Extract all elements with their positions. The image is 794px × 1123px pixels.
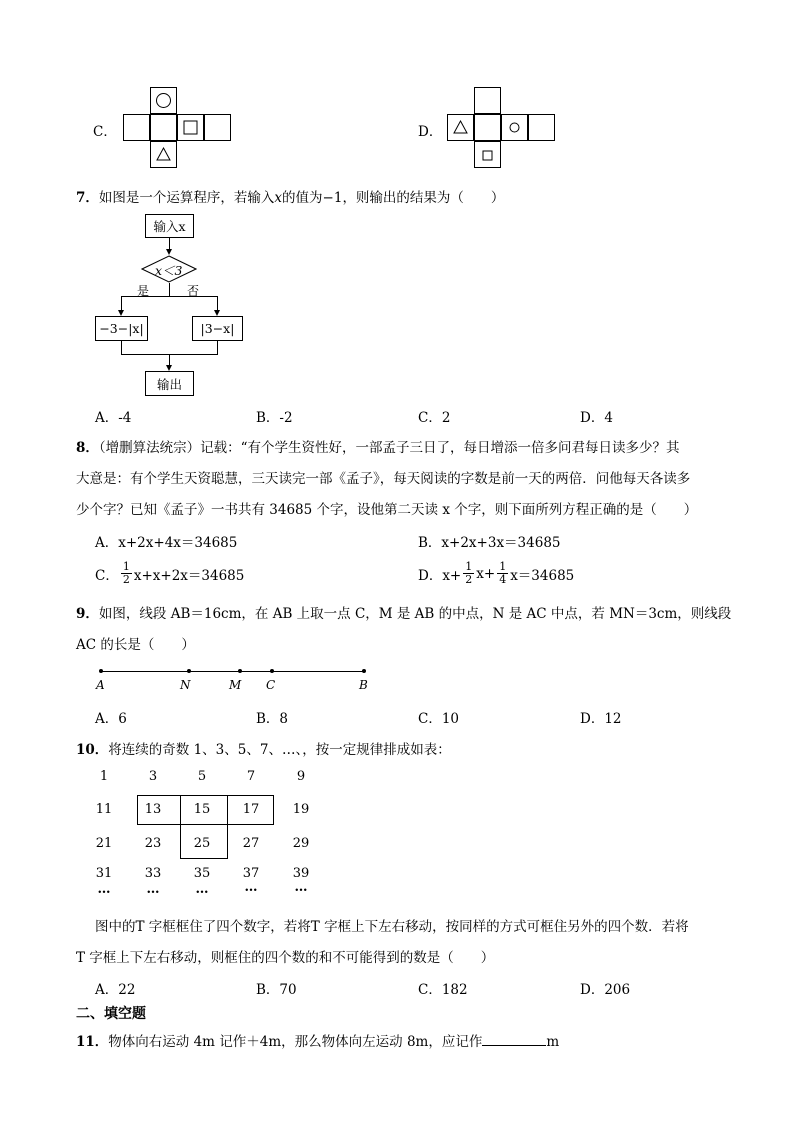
q8-line2: 大意是：有个学生天资聪慧，三天读完一部《孟子》，每天阅读的字数是前一天的两倍．问他每天各读多: [76, 471, 691, 487]
q7-variable: x: [274, 190, 283, 206]
q6-option-c-letter: C．: [93, 124, 117, 140]
q9-option-a: A．6: [95, 711, 127, 727]
q9-number: 9．: [76, 606, 99, 622]
point-b: [362, 669, 366, 673]
net-cell: [501, 114, 528, 141]
q8-option-d-suffix: x＝34685: [510, 567, 575, 584]
table-cell: 5: [197, 769, 207, 784]
table-cell: 1: [99, 769, 109, 784]
flow-line: [169, 283, 170, 296]
net-cell: [528, 114, 555, 141]
segment-line: [101, 671, 365, 672]
q7-text2: 的值为: [282, 190, 323, 206]
flow-line: [121, 341, 122, 354]
circle-icon: [151, 88, 176, 113]
table-cell: 35: [193, 866, 211, 881]
q10-desc-line2: T 字框上下左右移动，则框住的四个数的和不可能得到的数是（ ）: [76, 950, 495, 966]
point-c: [270, 669, 274, 673]
q7-number: 7．: [76, 190, 99, 206]
frac-num: 1: [499, 560, 507, 573]
table-cell: 27: [242, 836, 260, 851]
q7-text3: ，则输出的结果为（ ）: [342, 190, 505, 206]
section-title: 二、填空题: [76, 1006, 146, 1022]
net-cell: [150, 114, 177, 141]
q11-text: 物体向右运动 4m 记作＋4m，那么物体向左运动 8m，应记作: [108, 1034, 483, 1050]
net-cell: [474, 114, 501, 141]
q8-option-d-prefix: D．x+: [418, 567, 462, 584]
point-label: M: [229, 678, 242, 692]
flow-no-label: 否: [187, 284, 200, 298]
q10-option-b: B．70: [256, 982, 297, 998]
net-cell: [123, 114, 150, 141]
triangle-icon: [151, 142, 176, 167]
net-cell: [204, 114, 231, 141]
q8-number: 8．: [76, 440, 99, 456]
q10-stem: [76, 738, 451, 758]
q10-text: 将连续的奇数 1、3、5、7、…、，按一定规律排成如表：: [108, 742, 451, 758]
q9-text-line1: 如图，线段 AB＝16cm，在 AB 上取一点 C，M 是 AB 的中点，N 是 AC 中点，若 MN＝3cm，则线段: [98, 606, 732, 622]
flow-yes-label: 是: [137, 284, 150, 298]
q8-option-c-suffix: x+x+2x＝34685: [133, 567, 245, 584]
table-cell: 9: [296, 769, 306, 784]
point-m: [238, 669, 242, 673]
circle-icon: [502, 115, 527, 140]
q8-line1: [76, 436, 680, 456]
q7-text: 如图是一个运算程序，若输入: [98, 190, 275, 206]
q6-option-d-letter: D．: [418, 124, 443, 140]
point-label: A: [96, 678, 105, 692]
q8-option-b: B．x+2x+3x＝34685: [418, 535, 561, 551]
point-label: B: [359, 678, 368, 692]
point-a: [99, 669, 103, 673]
q8-text-line1: （增删算法统宗）记载：“有个学生资性好，一部孟子三日了，每日增添一倍多问君每日读多少？其: [98, 440, 680, 456]
square-icon: [475, 142, 500, 167]
q7-stem: [76, 186, 504, 206]
q10-option-d: D．206: [580, 982, 631, 998]
answer-blank[interactable]: [482, 1033, 546, 1046]
table-cell: 11: [95, 802, 113, 817]
q10-option-a: A．22: [95, 982, 136, 998]
q9-line1: [76, 602, 731, 622]
table-cell: 15: [193, 802, 211, 817]
frac-num: 1: [122, 560, 130, 573]
table-cell: 37: [242, 866, 260, 881]
q9-option-b: B．8: [256, 711, 289, 727]
table-cell: 21: [95, 836, 113, 851]
q11-unit: m: [546, 1034, 560, 1050]
frac-num: 1: [465, 560, 473, 573]
q8-option-a: A．x+2x+4x＝34685: [95, 535, 238, 551]
q8-line3: 少个字？已知《孟子》一书共有 34685 个字，设他第二天读 x 个字，则下面所列方程正确的是（ ）: [76, 502, 698, 518]
q10-number: 10．: [76, 742, 109, 758]
flow-line: [217, 341, 218, 354]
table-cell: 29: [292, 836, 310, 851]
q8-option-d-mid: x+: [476, 565, 496, 582]
flow-left-box: −3−|x|: [95, 316, 148, 341]
flow-input-box: 输入x: [145, 214, 194, 238]
table-cell: 31: [95, 866, 113, 881]
q7-option-c: C．2: [418, 410, 451, 426]
flow-output-box: 输出: [145, 371, 194, 396]
fraction: [121, 561, 132, 586]
square-icon: [178, 115, 203, 140]
point-label: C: [266, 678, 276, 692]
frac-den: 2: [122, 573, 130, 586]
q11-number: 11．: [76, 1034, 109, 1050]
q9-option-c: C．10: [418, 711, 460, 727]
net-cell: [150, 87, 177, 114]
net-cell: [447, 114, 474, 141]
table-cell: …: [146, 882, 160, 897]
table-cell: 13: [144, 802, 162, 817]
flow-right-box: |3−x|: [192, 316, 243, 341]
table-cell: 25: [193, 836, 211, 851]
table-cell: 33: [144, 866, 162, 881]
fraction: [463, 561, 474, 586]
q8-option-c-prefix: C．: [95, 567, 119, 584]
table-cell: …: [244, 880, 258, 895]
net-cell: [474, 141, 501, 168]
flow-line: [121, 296, 122, 311]
q10-desc-line1: 图中的T 字框框住了四个数字，若将T 字框上下左右移动，按同样的方式可框住另外的四个数．若将: [95, 919, 689, 935]
q9-line2: AC 的长是（ ）: [76, 637, 195, 653]
flow-condition: x＜3: [155, 263, 183, 278]
q7-option-b: B．-2: [256, 410, 293, 426]
table-cell: 3: [148, 769, 158, 784]
flow-line: [169, 354, 170, 365]
q11-stem: [76, 1030, 559, 1050]
q7-option-a: A．-4: [95, 410, 132, 426]
net-cell: [150, 141, 177, 168]
table-cell: …: [195, 882, 209, 897]
table-cell: …: [97, 882, 111, 897]
q7-option-d: D．4: [580, 410, 613, 426]
flow-line: [217, 296, 218, 311]
q7-value: −1: [322, 190, 343, 206]
fraction: [497, 561, 508, 586]
q8-option-d: [418, 561, 574, 586]
q8-option-c: [95, 561, 244, 586]
table-cell: 17: [242, 802, 260, 817]
table-cell: 19: [292, 802, 310, 817]
net-cell: [177, 114, 204, 141]
net-cell: [474, 87, 501, 114]
frac-den: 4: [499, 573, 507, 586]
table-cell: 7: [246, 769, 256, 784]
point-n: [187, 669, 191, 673]
q10-option-c: C．182: [418, 982, 468, 998]
table-cell: 23: [144, 836, 162, 851]
q9-option-d: D．12: [580, 711, 622, 727]
frac-den: 2: [465, 573, 473, 586]
flow-line: [121, 296, 218, 297]
point-label: N: [180, 678, 191, 692]
table-cell: 39: [292, 866, 310, 881]
table-cell: …: [294, 880, 308, 895]
triangle-icon: [448, 115, 473, 140]
